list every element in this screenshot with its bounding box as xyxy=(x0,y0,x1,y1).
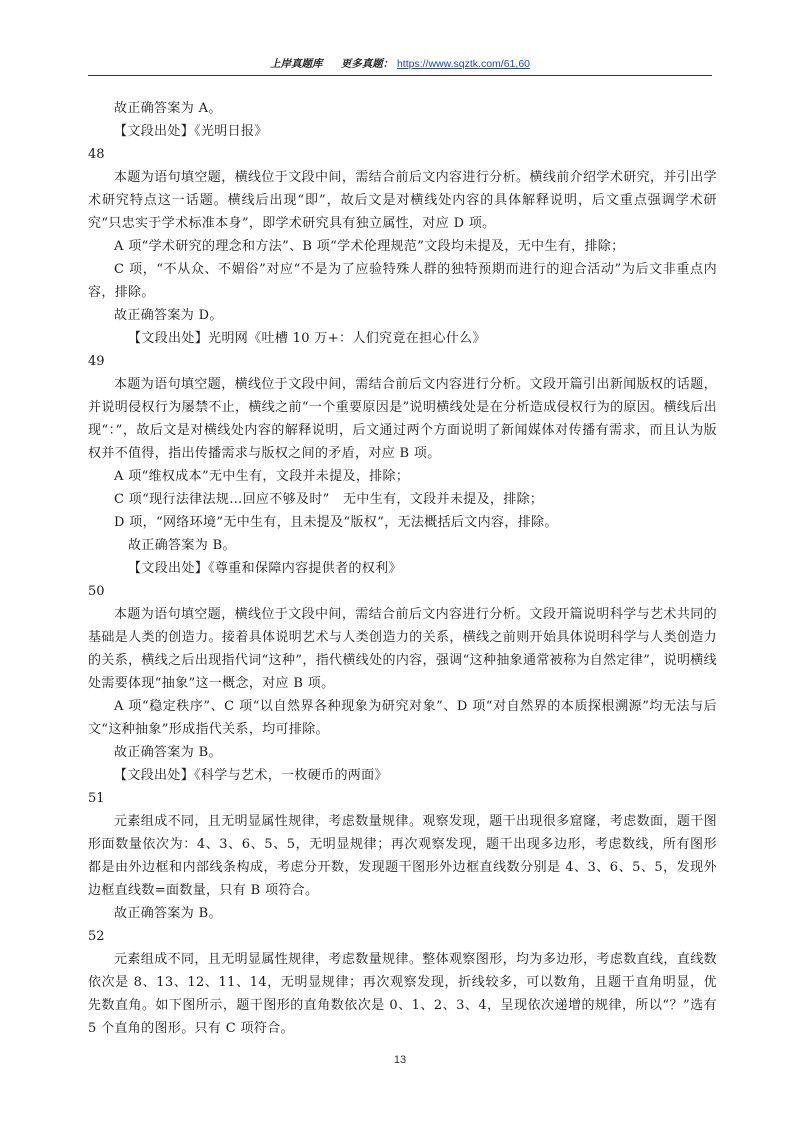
text-paragraph: 本题为语句填空题，横线位于文段中间，需结合前后文内容进行分析。文段开篇说明科学与艺术共同的基础是人类的创造力。接着具体说明艺术与人类创造力的关系，横线之前则开始具体说明科学与人类创造力的关系，横线之后出现指代词“这种”，指代横线处的内容，强调“这种抽象通常被称为自然定律”，说明横线处需要体现“抽象”这一概念，对应 B 项。 xyxy=(88,607,717,691)
text-paragraph: A 项“稳定秩序”、C 项“以自然界各种现象为研究对象”、D 项“对自然界的本质探根溯源”均无法与后文“这种抽象”形成指代关系，均可排除。 xyxy=(88,699,717,737)
question-number: 50 xyxy=(88,584,105,599)
text-paragraph: 【文段出处】《尊重和保障内容提供者的权利》 xyxy=(128,561,402,576)
text-paragraph: 元素组成不同，且无明显属性规律，考虑数量规律。观察发现，题干出现很多窟窿，考虑数面，题干图形面数量依次为：4、3、6、5、5，无明显规律；再次观察发现，题干出现多边形，考虑数线，所有图形都是由外边框和内部线条构成，考虑分开数，发现题干图形外边框直线数分别是 4、3、6、5、5，发现外边框直线数=面数量，只有 B 项符合。 xyxy=(88,814,717,898)
text-paragraph: C 项，“不从众、不媚俗”对应“不是为了应验特殊人群的独特预期而进行的迎合活动”为后文非重点内容，排除。 xyxy=(88,262,717,300)
header-brand: 上岸真题库 xyxy=(270,58,323,70)
header-divider xyxy=(88,75,712,76)
question-number: 51 xyxy=(88,791,105,806)
text-paragraph: 本题为语句填空题，横线位于文段中间，需结合前后文内容进行分析。横线前介绍学术研究，并引出学术研究特点这一话题。横线后出现“即”，故后文是对横线处内容的具体解释说明，后文重点强调学术研究“只忠实于学术标准本身”，即学术研究具有独立属性，对应 D 项。 xyxy=(88,170,717,231)
text-paragraph: 本题为语句填空题，横线位于文段中间，需结合前后文内容进行分析。文段开篇引出新闻版权的话题，并说明侵权行为屡禁不止，横线之前“一个重要原因是”说明横线处是在分析造成侵权行为的原因。横线后出现“：”，故后文是对横线处内容的解释说明，后文通过两个方面说明了新闻媒体对传播有需求，而且认为版权并不值得，指出传播需求与版权之间的矛盾，对应 B 项。 xyxy=(88,377,717,461)
question-number: 52 xyxy=(88,929,105,944)
header-url-link[interactable]: https://www.sqztk.com/61,60 xyxy=(396,58,530,70)
text-paragraph: 元素组成不同，且无明显属性规律，考虑数量规律。整体观察图形，均为多边形，考虑数直线，直线数依次是 8、13、12、11、14，无明显规律；再次观察发现，折线较多，可以数角，且题干直角明显，优先数直角。如下图所示，题干图形的直角数依次是 0、1、2、3、4，呈现依次递增的规律，所以“？”选有 5 个直角的图形。只有 C 项符合。 xyxy=(88,952,717,1036)
document-body xyxy=(88,97,717,1040)
text-paragraph: 【文段出处】《科学与艺术，一枚硬币的两面》 xyxy=(114,768,388,783)
text-paragraph: A 项“维权成本”无中生有，文段并未提及，排除； xyxy=(114,469,410,484)
question-number: 49 xyxy=(88,354,105,369)
header-more-label: 更多真题： xyxy=(340,58,394,70)
page-number: 13 xyxy=(393,1054,407,1066)
question-number: 48 xyxy=(88,147,105,162)
text-paragraph: 故正确答案为 B。 xyxy=(114,906,222,921)
text-paragraph: 故正确答案为 B。 xyxy=(128,538,236,553)
page-header xyxy=(88,56,712,76)
text-paragraph: 故正确答案为 D。 xyxy=(114,308,223,323)
text-paragraph: 【文段出处】《光明日报》 xyxy=(114,124,268,139)
text-paragraph: 【文段出处】光明网《吐槽 10 万+：人们究竟在担心什么》 xyxy=(128,331,486,346)
text-paragraph: 故正确答案为 B。 xyxy=(114,745,222,760)
text-paragraph: 故正确答案为 A。 xyxy=(114,101,222,116)
text-paragraph: C 项“现行法律法规…回应不够及时” 无中生有，文段并未提及，排除； xyxy=(114,492,544,507)
text-paragraph: D 项，“网络环境”无中生有，且未提及“版权”，无法概括后文内容，排除。 xyxy=(114,515,558,530)
text-paragraph: A 项“学术研究的理念和方法”、B 项“学术伦理规范”文段均未提及，无中生有，排除； xyxy=(114,239,625,254)
